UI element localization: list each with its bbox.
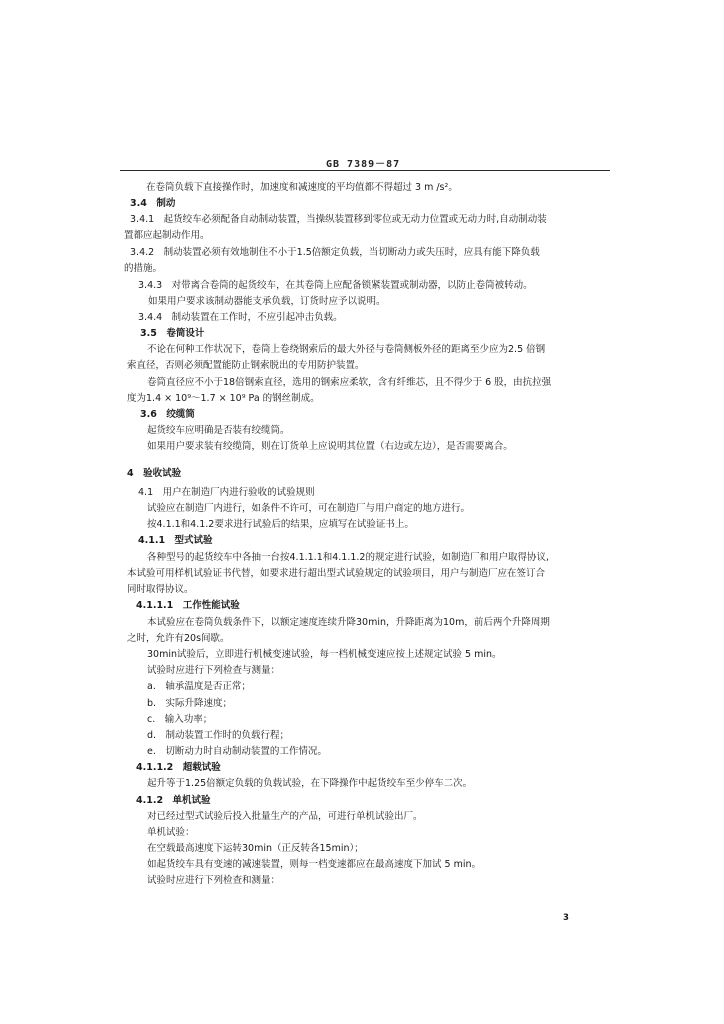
text-line: 如果用户要求装有绞缆筒，则在订货单上应说明其位置（右边或左边），是否需要离合。 xyxy=(147,441,513,452)
text-line: 试验应在制造厂内进行，如条件不许可，可在制造厂与用户商定的地方进行。 xyxy=(147,503,471,514)
text-line: 对已经过型式试验后投入批量生产的产品，可进行单机试验出厂。 xyxy=(147,811,423,822)
text-line: 如果用户要求该制动器能支承负载，订货时应予以说明。 xyxy=(148,296,386,307)
list-item: d. 制动装置工作时的负载行程； xyxy=(147,730,290,741)
section-heading: 3.6 绞缆筒 xyxy=(140,409,195,420)
list-item: b. 实际升降速度； xyxy=(147,698,233,709)
text-line: 各种型号的起货绞车中各抽一台按4.1.1.1和4.1.1.2的规定进行试验，如制造厂和用户取得协议, xyxy=(147,552,549,563)
section-heading: 4.1.1.1 工作性能试验 xyxy=(136,600,240,611)
text-line: 在空载最高速度下运转30min（正反转各15min）； xyxy=(147,843,364,854)
text-line: 起升等于1.25倍额定负载的负载试验，在下降操作中起货绞车至少停车二次。 xyxy=(147,778,473,789)
text-line: 3.4.3 对带离合卷筒的起货绞车，在其卷筒上应配备锁紧装置或制动器，以防止卷筒被转动。 xyxy=(138,280,533,291)
text-line: 之时，允许有20s间歇。 xyxy=(127,633,230,644)
text-line: 3.4.4 制动装置在工作时，不应引起冲击负载。 xyxy=(138,312,343,323)
text-line: 卷筒直径应不小于18倍钢索直径，选用的钢索应柔软，含有纤维芯，且不得少于 6 股，由抗拉强 xyxy=(147,377,552,388)
text-line: 度为1.4 × 10⁹～1.7 × 10⁹ Pa 的钢丝制成。 xyxy=(127,393,320,404)
text-line: 的措施。 xyxy=(124,263,163,274)
header-rule xyxy=(120,170,610,171)
section-heading: 4.1.1.2 超载试验 xyxy=(136,762,221,773)
text-line: 30min试验后，立即进行机械变速试验，每一档机械变速应按上述规定试验 5 min。 xyxy=(147,649,502,660)
text-line: 3.4.1 起货绞车必须配备自动制动装置，当操纵装置移到零位或无动力位置或无动力时,自动制动装 xyxy=(130,214,547,225)
section-heading: 3.5 卷筒设计 xyxy=(140,328,205,339)
text-line: 试验时应进行下列检查和测量： xyxy=(147,875,281,886)
list-item: c. 输入功率； xyxy=(147,714,213,725)
text-line: 4.1 用户在制造厂内进行验收的试验规则 xyxy=(138,487,315,498)
text-line: 3.4.2 制动装置必须有效地制住不小于1.5倍额定负载，当切断动力或失压时，应具有能下降负载 xyxy=(130,247,540,258)
list-item: a. 轴承温度是否正常； xyxy=(147,681,251,692)
section-heading: 3.4 制动 xyxy=(130,198,176,209)
text-line: 索直径，否则必须配置能防止钢索脱出的专用防护装置。 xyxy=(127,360,365,371)
text-line: 单机试验： xyxy=(147,827,195,838)
text-line: 本试验应在卷筒负载条件下，以额定速度连续升降30min，升降距离为10m，前后两个升降周期 xyxy=(147,617,550,628)
text-line: 不论在何种工作状况下，卷筒上卷绕钢索后的最大外径与卷筒侧板外径的距离至少应为2.5 倍钢 xyxy=(147,344,546,355)
text-line: 置都应起制动作用。 xyxy=(124,230,210,241)
text-line: 起货绞车应明确是否装有绞缆筒。 xyxy=(147,425,290,436)
text-line: 试验时应进行下列检查与测量： xyxy=(147,665,281,676)
text-line: 同时取得协议。 xyxy=(127,584,194,595)
standard-header: GB 7389－87 xyxy=(326,159,401,170)
section-heading: 4.1.1 型式试验 xyxy=(138,535,213,546)
chapter-heading: 4 验收试验 xyxy=(127,468,182,479)
page-number: 3 xyxy=(563,913,569,923)
text-line: 在卷筒负载下直接操作时，加速度和减速度的平均值都不得超过 3 m /s²。 xyxy=(146,182,458,193)
text-line: 如起货绞车具有变速的减速装置，则每一档变速都应在最高速度下加试 5 min。 xyxy=(147,859,481,870)
text-line: 本试验可用样机试验证书代替，如要求进行超出型式试验规定的试验项目，用户与制造厂应在签订合 xyxy=(127,568,546,579)
list-item: e. 切断动力时自动制动装置的工作情况。 xyxy=(147,746,327,757)
section-heading: 4.1.2 单机试验 xyxy=(136,795,211,806)
text-line: 按4.1.1和4.1.2要求进行试验后的结果，应填写在试验证书上。 xyxy=(147,519,414,530)
